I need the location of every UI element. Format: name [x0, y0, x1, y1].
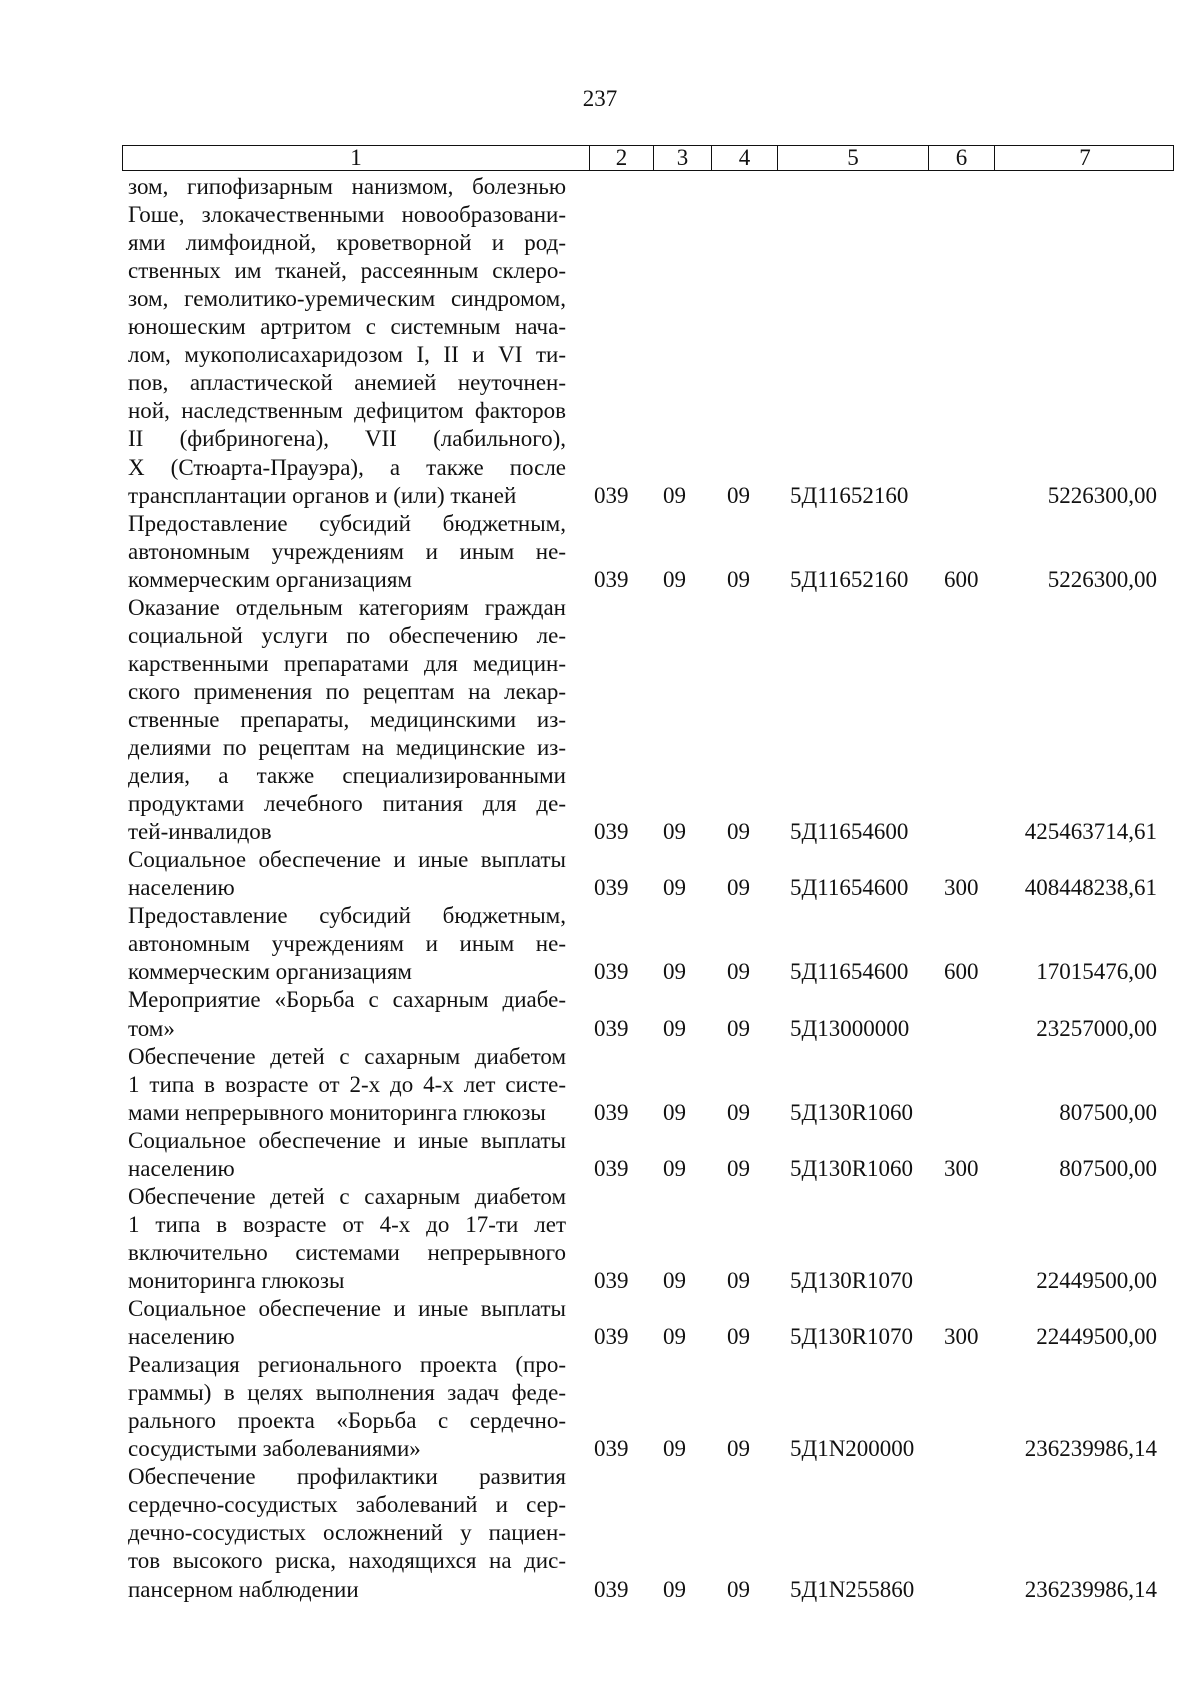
row-description-line: Гоше, злокачественными новообразовани-	[128, 202, 566, 227]
header-col-2: 2	[590, 146, 654, 170]
row-description-line: продуктами лечебного питания для де-	[128, 791, 566, 816]
table-row-line	[0, 734, 1200, 762]
row-cell-c5: 5Д130R1070	[790, 1324, 914, 1349]
row-cell-c6: 600	[944, 959, 979, 984]
row-cell-c2: 039	[594, 1436, 629, 1461]
table-row-line	[0, 1071, 1200, 1099]
table-row-line	[0, 1351, 1200, 1379]
row-description-line: Обеспечение детей с сахарным диабетом	[128, 1044, 566, 1069]
row-description-line: том»	[128, 1016, 175, 1041]
row-cell-c5: 5Д130R1060	[790, 1100, 914, 1125]
row-description-line: 1 типа в возрасте от 4-х до 17-ти лет	[128, 1212, 566, 1237]
row-cell-c2: 039	[594, 1016, 629, 1041]
row-description-line: населению	[128, 875, 235, 900]
page-number: 237	[582, 86, 618, 111]
table-row-line	[0, 986, 1200, 1014]
row-description-line: Мероприятие «Борьба с сахарным диабе-	[128, 987, 566, 1012]
row-description-line: тей-инвалидов	[128, 819, 272, 844]
table-row-line	[0, 313, 1200, 341]
row-description-line: пов, апластической анемией неуточнен-	[128, 370, 566, 395]
table-row-line	[0, 762, 1200, 790]
row-cell-c2: 039	[594, 819, 629, 844]
table-row-line	[0, 706, 1200, 734]
table-row-line	[0, 1491, 1200, 1519]
row-description-line: ями лимфоидной, кроветворной и род-	[128, 230, 566, 255]
row-cell-c5: 5Д11654600	[790, 819, 909, 844]
table-row-line	[0, 1407, 1200, 1435]
table-row-line	[0, 341, 1200, 369]
table-row-line	[0, 622, 1200, 650]
table-row-line	[0, 1435, 1200, 1463]
row-cell-c7: 22449500,00	[1036, 1268, 1157, 1293]
row-description-line: делия, а также специализированными	[128, 763, 566, 788]
row-description-line: X (Стюарта-Прауэра), а также после	[128, 455, 566, 480]
header-col-6: 6	[929, 146, 995, 170]
table-row-line	[0, 1211, 1200, 1239]
row-description-line: зом, гемолитико-уремическим синдромом,	[128, 286, 566, 311]
row-description-line: сосудистыми заболеваниями»	[128, 1436, 421, 1461]
row-cell-c2: 039	[594, 1268, 629, 1293]
table-row-line	[0, 874, 1200, 902]
row-cell-c3: 09	[663, 1156, 686, 1181]
row-cell-c5: 5Д11654600	[790, 959, 909, 984]
row-cell-c2: 039	[594, 1577, 629, 1602]
table-row-line	[0, 846, 1200, 874]
row-description-line: ной, наследственным дефицитом факторов	[128, 398, 566, 423]
row-cell-c3: 09	[663, 1577, 686, 1602]
row-description-line: включительно системами непрерывного	[128, 1240, 566, 1265]
row-description-line: юношеским артритом с системным нача-	[128, 314, 566, 339]
table-row-line	[0, 594, 1200, 622]
row-description-line: мониторинга глюкозы	[128, 1268, 345, 1293]
row-description-line: Обеспечение профилактики развития	[128, 1464, 566, 1489]
row-cell-c3: 09	[663, 875, 686, 900]
header-col-3: 3	[654, 146, 712, 170]
row-cell-c4: 09	[727, 567, 750, 592]
header-col-7: 7	[1079, 145, 1091, 170]
table-row-line	[0, 173, 1200, 201]
row-description-line: ского применения по рецептам на лекар-	[128, 679, 566, 704]
table-row-line	[0, 1015, 1200, 1043]
row-cell-c4: 09	[727, 483, 750, 508]
row-cell-c2: 039	[594, 567, 629, 592]
row-cell-c3: 09	[663, 1100, 686, 1125]
row-description-line: 1 типа в возрасте от 2-х до 4-х лет систе-	[128, 1072, 566, 1097]
table-row-line	[0, 1323, 1200, 1351]
row-description-line: населению	[128, 1156, 235, 1181]
table-row-line	[0, 454, 1200, 482]
row-cell-c7: 425463714,61	[1024, 819, 1157, 844]
row-description-line: Оказание отдельным категориям граждан	[128, 595, 566, 620]
row-description-line: коммерческим организациям	[128, 959, 412, 984]
row-cell-c6: 300	[944, 875, 979, 900]
table-row-line	[0, 1043, 1200, 1071]
row-cell-c2: 039	[594, 1324, 629, 1349]
row-cell-c5: 5Д1N200000	[790, 1436, 915, 1461]
table-row-line	[0, 510, 1200, 538]
table-row-line	[0, 1379, 1200, 1407]
table-row-line	[0, 1576, 1200, 1604]
table-row-line	[0, 1127, 1200, 1155]
table-row-line	[0, 1519, 1200, 1547]
row-cell-c4: 09	[727, 1100, 750, 1125]
header-col-5: 5	[778, 146, 929, 170]
table-header	[122, 145, 1174, 171]
table-row-line	[0, 958, 1200, 986]
row-cell-c3: 09	[663, 819, 686, 844]
row-description-line: трансплантации органов и (или) тканей	[128, 483, 517, 508]
row-description-line: дечно-сосудистых осложнений у пациен-	[128, 1520, 566, 1545]
row-cell-c2: 039	[594, 1100, 629, 1125]
row-description-line: Предоставление субсидий бюджетным,	[128, 511, 566, 536]
table-row-line	[0, 1099, 1200, 1127]
row-cell-c4: 09	[727, 1436, 750, 1461]
table-row-line	[0, 1155, 1200, 1183]
table-row-line	[0, 818, 1200, 846]
row-description-line: карственными препаратами для медицин-	[128, 651, 566, 676]
row-cell-c7: 236239986,14	[1024, 1436, 1157, 1461]
row-description-line: автономным учреждениям и иным не-	[128, 931, 566, 956]
row-cell-c4: 09	[727, 1156, 750, 1181]
table-row-line	[0, 650, 1200, 678]
row-description-line: граммы) в целях выполнения задач феде-	[128, 1380, 566, 1405]
row-description-line: ственные препараты, медицинскими из-	[128, 707, 566, 732]
table-row-line	[0, 1183, 1200, 1211]
row-description-line: пансерном наблюдении	[128, 1577, 359, 1602]
row-description-line: Социальное обеспечение и иные выплаты	[128, 847, 566, 872]
row-cell-c6: 300	[944, 1156, 979, 1181]
row-description-line: социальной услуги по обеспечению ле-	[128, 623, 566, 648]
row-cell-c2: 039	[594, 875, 629, 900]
table-row-line	[0, 930, 1200, 958]
row-cell-c2: 039	[594, 483, 629, 508]
row-cell-c7: 408448238,61	[1024, 875, 1157, 900]
row-cell-c4: 09	[727, 1268, 750, 1293]
row-cell-c5: 5Д130R1070	[790, 1268, 914, 1293]
table-row-line	[0, 1547, 1200, 1575]
row-description-line: ственных им тканей, рассеянным склеро-	[128, 258, 566, 283]
table-row-line	[0, 678, 1200, 706]
row-cell-c6: 300	[944, 1324, 979, 1349]
row-description-line: автономным учреждениям и иным не-	[128, 539, 566, 564]
row-description-line: делиями по рецептам на медицинские из-	[128, 735, 566, 760]
row-cell-c5: 5Д11652160	[790, 567, 909, 592]
row-cell-c5: 5Д1N255860	[790, 1577, 915, 1602]
table-row-line	[0, 425, 1200, 453]
row-cell-c7: 807500,00	[1059, 1156, 1157, 1181]
row-description-line: тов высокого риска, находящихся на дис-	[128, 1548, 566, 1573]
row-description-line: мами непрерывного мониторинга глюкозы	[128, 1100, 546, 1125]
row-cell-c7: 23257000,00	[1036, 1016, 1157, 1041]
row-cell-c7: 807500,00	[1059, 1100, 1157, 1125]
row-cell-c4: 09	[727, 1324, 750, 1349]
row-cell-c5: 5Д13000000	[790, 1016, 910, 1041]
table-row-line	[0, 566, 1200, 594]
row-cell-c7: 236239986,14	[1024, 1577, 1157, 1602]
row-cell-c4: 09	[727, 875, 750, 900]
row-description-line: коммерческим организациям	[128, 567, 412, 592]
row-cell-c4: 09	[727, 1016, 750, 1041]
row-cell-c3: 09	[663, 1016, 686, 1041]
row-description-line: Реализация регионального проекта (про-	[128, 1352, 566, 1377]
row-cell-c5: 5Д130R1060	[790, 1156, 914, 1181]
header-col-4: 4	[712, 146, 778, 170]
row-description-line: II (фибриногена), VII (лабильного),	[128, 426, 566, 451]
row-description-line: Социальное обеспечение и иные выплаты	[128, 1128, 566, 1153]
row-cell-c7: 5226300,00	[1047, 567, 1157, 592]
row-description-line: Социальное обеспечение и иные выплаты	[128, 1296, 566, 1321]
row-cell-c7: 5226300,00	[1047, 483, 1157, 508]
row-cell-c2: 039	[594, 959, 629, 984]
row-cell-c3: 09	[663, 1324, 686, 1349]
row-description-line: рального проекта «Борьба с сердечно-	[128, 1408, 566, 1433]
table-row-line	[0, 1295, 1200, 1323]
row-cell-c2: 039	[594, 1156, 629, 1181]
header-col-1: 1	[123, 146, 590, 170]
table-row-line	[0, 482, 1200, 510]
table-row-line	[0, 201, 1200, 229]
table-row-line	[0, 285, 1200, 313]
table-row-line	[0, 1239, 1200, 1267]
row-cell-c7: 17015476,00	[1036, 959, 1157, 984]
row-cell-c5: 5Д11652160	[790, 483, 909, 508]
row-cell-c3: 09	[663, 1436, 686, 1461]
row-description-line: Обеспечение детей с сахарным диабетом	[128, 1184, 566, 1209]
row-cell-c3: 09	[663, 959, 686, 984]
table-row-line	[0, 538, 1200, 566]
row-cell-c4: 09	[727, 959, 750, 984]
row-cell-c3: 09	[663, 483, 686, 508]
row-cell-c4: 09	[727, 1577, 750, 1602]
table-row-line	[0, 257, 1200, 285]
row-cell-c6: 600	[944, 567, 979, 592]
row-cell-c4: 09	[727, 819, 750, 844]
row-description-line: Предоставление субсидий бюджетным,	[128, 903, 566, 928]
table-row-line	[0, 229, 1200, 257]
row-cell-c7: 22449500,00	[1036, 1324, 1157, 1349]
row-description-line: лом, мукополисахаридозом I, II и VI ти-	[128, 342, 566, 367]
row-cell-c5: 5Д11654600	[790, 875, 909, 900]
table-row-line	[0, 369, 1200, 397]
table-row-line	[0, 790, 1200, 818]
table-row-line	[0, 902, 1200, 930]
row-description-line: сердечно-сосудистых заболеваний и сер-	[128, 1492, 566, 1517]
table-row-line	[0, 397, 1200, 425]
row-cell-c3: 09	[663, 567, 686, 592]
row-description-line: населению	[128, 1324, 235, 1349]
row-description-line: зом, гипофизарным нанизмом, болезнью	[128, 174, 566, 199]
table-row-line	[0, 1463, 1200, 1491]
row-cell-c3: 09	[663, 1268, 686, 1293]
table-row-line	[0, 1267, 1200, 1295]
